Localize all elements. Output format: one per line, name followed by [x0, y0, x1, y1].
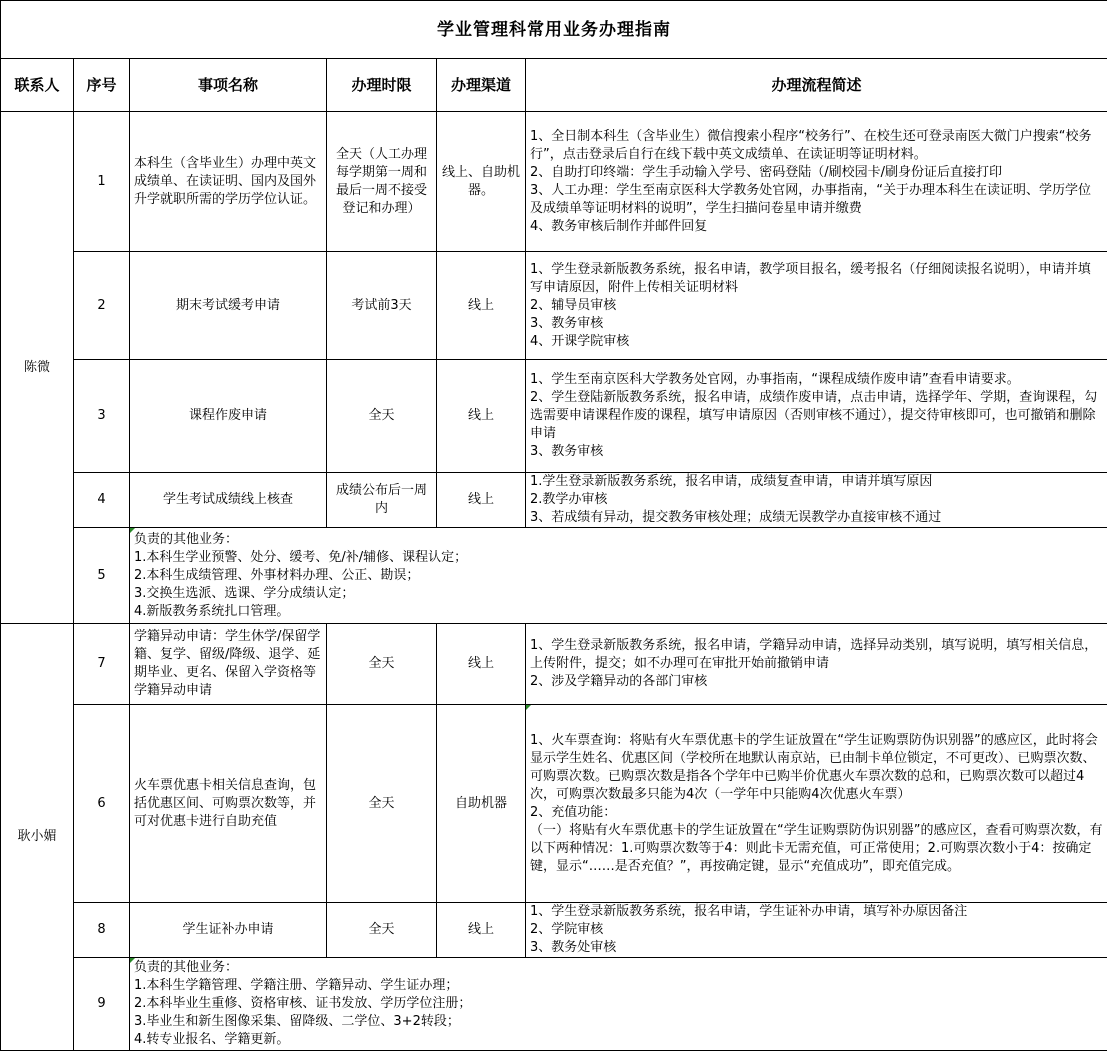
seq-cell: 1	[74, 112, 130, 252]
channel-cell: 线上	[437, 252, 526, 360]
seq-cell: 7	[74, 624, 130, 705]
contact-cell: 耿小媚	[1, 624, 74, 1051]
header-seq: 序号	[74, 59, 130, 112]
process-cell: 1.学生登录新版教务系统，报名申请，成绩复查申请，申请并填写原因 2.教学办审核 3、若成绩有异动，提交教务审核处理；成绩无误教学办直接审核不通过	[526, 473, 1107, 528]
seq-cell: 5	[74, 528, 130, 624]
seq-cell: 4	[74, 473, 130, 528]
process-cell: 1、学生登录新版教务系统，报名申请，学生证补办申请，填写补办原因备注 2、学院审核 3、教务处审核	[526, 903, 1107, 958]
header-process: 办理流程简述	[526, 59, 1107, 112]
item-cell: 学籍异动申请：学生休学/保留学籍、复学、留级/降级、退学、延期毕业、更名、保留入学资格等学籍异动申请	[130, 624, 327, 705]
time-cell: 成绩公布后一周内	[327, 473, 437, 528]
table-row	[1, 624, 1107, 705]
other-duties-cell: 负责的其他业务： 1.本科生学业预警、处分、缓考、免/补/辅修、课程认定； 2.本科生成绩管理、外事材料办理、公正、勘误； 3.交换生选派、选课、学分成绩认定； 4.新版教务系统扎口管理。	[130, 528, 1107, 624]
item-cell: 学生考试成绩线上核查	[130, 473, 327, 528]
header-time: 办理时限	[327, 59, 437, 112]
item-cell: 课程作废申请	[130, 360, 327, 473]
table-row	[1, 473, 1107, 528]
seq-cell: 6	[74, 705, 130, 903]
header-channel: 办理渠道	[437, 59, 526, 112]
table-row	[1, 252, 1107, 360]
item-cell: 本科生（含毕业生）办理中英文成绩单、在读证明、国内及国外升学就职所需的学历学位认证。	[130, 112, 327, 252]
seq-cell: 2	[74, 252, 130, 360]
time-cell: 全天	[327, 903, 437, 958]
time-cell: 全天	[327, 624, 437, 705]
contact-cell: 陈微	[1, 112, 74, 624]
seq-cell: 9	[74, 958, 130, 1051]
header-row	[1, 59, 1107, 112]
table-row	[1, 958, 1107, 1051]
item-cell: 期末考试缓考申请	[130, 252, 327, 360]
time-cell: 全天	[327, 705, 437, 903]
channel-cell: 自助机器	[437, 705, 526, 903]
channel-cell: 线上	[437, 624, 526, 705]
page-title: 学业管理科常用业务办理指南	[1, 1, 1107, 59]
table-row	[1, 360, 1107, 473]
process-cell: 1、学生登录新版教务系统，报名申请，教学项目报名，缓考报名（仔细阅读报名说明），申请并填写申请原因，附件上传相关证明材料 2、辅导员审核 3、教务审核 4、开课学院审核	[526, 252, 1107, 360]
table-row	[1, 112, 1107, 252]
channel-cell: 线上	[437, 360, 526, 473]
table-row	[1, 705, 1107, 903]
channel-cell: 线上、自助机器。	[437, 112, 526, 252]
other-duties-cell: 负责的其他业务： 1.本科生学籍管理、学籍注册、学籍异动、学生证办理； 2.本科毕业生重修、资格审核、证书发放、学历学位注册； 3.毕业生和新生图像采集、留降级、二学位、3+2转段； 4.转专业报名、学籍更新。	[130, 958, 1107, 1051]
time-cell: 全天	[327, 360, 437, 473]
time-cell: 全天（人工办理每学期第一周和最后一周不接受登记和办理）	[327, 112, 437, 252]
process-cell: 1、学生登录新版教务系统，报名申请，学籍异动申请，选择异动类别，填写说明，填写相关信息，上传附件，提交；如不办理可在审批开始前撤销申请 2、涉及学籍异动的各部门审核	[526, 624, 1107, 705]
seq-cell: 3	[74, 360, 130, 473]
table-row	[1, 528, 1107, 624]
table-row	[1, 903, 1107, 958]
process-cell: 1、全日制本科生（含毕业生）微信搜索小程序“校务行”、在校生还可登录南医大微门户搜索“校务行”，点击登录后自行在线下载中英文成绩单、在读证明等证明材料。 2、自助打印终端：学生手动输入学号、密码登陆（/刷校园卡/刷身份证后直接打印 3、人工办理：学生至南京医科大学教务处官网，办事指南，“关于办理本科生在读证明、学历学位及成绩单等证明材料的说明”，学生扫描问卷星申请并缴费 4、教务审核后制作并邮件回复	[526, 112, 1107, 252]
time-cell: 考试前3天	[327, 252, 437, 360]
item-cell: 火车票优惠卡相关信息查询，包括优惠区间、可购票次数等，并可对优惠卡进行自助充值	[130, 705, 327, 903]
header-item: 事项名称	[130, 59, 327, 112]
header-contact: 联系人	[1, 59, 74, 112]
item-cell: 学生证补办申请	[130, 903, 327, 958]
channel-cell: 线上	[437, 473, 526, 528]
process-cell: 1、火车票查询：将贴有火车票优惠卡的学生证放置在“学生证购票防伪识别器”的感应区，此时将会显示学生姓名、优惠区间（学校所在地默认南京站，已由制卡单位锁定，不可更改）、已购票次数、可购票次数。已购票次数是指各个学年中已购半价优惠火车票次数的总和，已购票次数可以超过4次，可购票次数最多只能为4次（一学年中只能购4次优惠火车票） 2、充值功能： （一）将贴有火车票优惠卡的学生证放置在“学生证购票防伪识别器”的感应区，查看可购票次数，有以下两种情况：1.可购票次数等于4：则此卡无需充值，可正常使用；2.可购票次数小于4：按确定键，显示“……是否充值？”，再按确定键，显示“充值成功”，即充值完成。	[526, 705, 1107, 903]
channel-cell: 线上	[437, 903, 526, 958]
seq-cell: 8	[74, 903, 130, 958]
process-cell: 1、学生至南京医科大学教务处官网，办事指南，“课程成绩作废申请”查看申请要求。 2、学生登陆新版教务系统，报名申请，成绩作废申请，点击申请，选择学年、学期，查询课程，勾选需要申请课程作废的课程，填写申请原因（否则审核不通过），提交待审核即可，也可撤销和删除申请 3、教务审核	[526, 360, 1107, 473]
